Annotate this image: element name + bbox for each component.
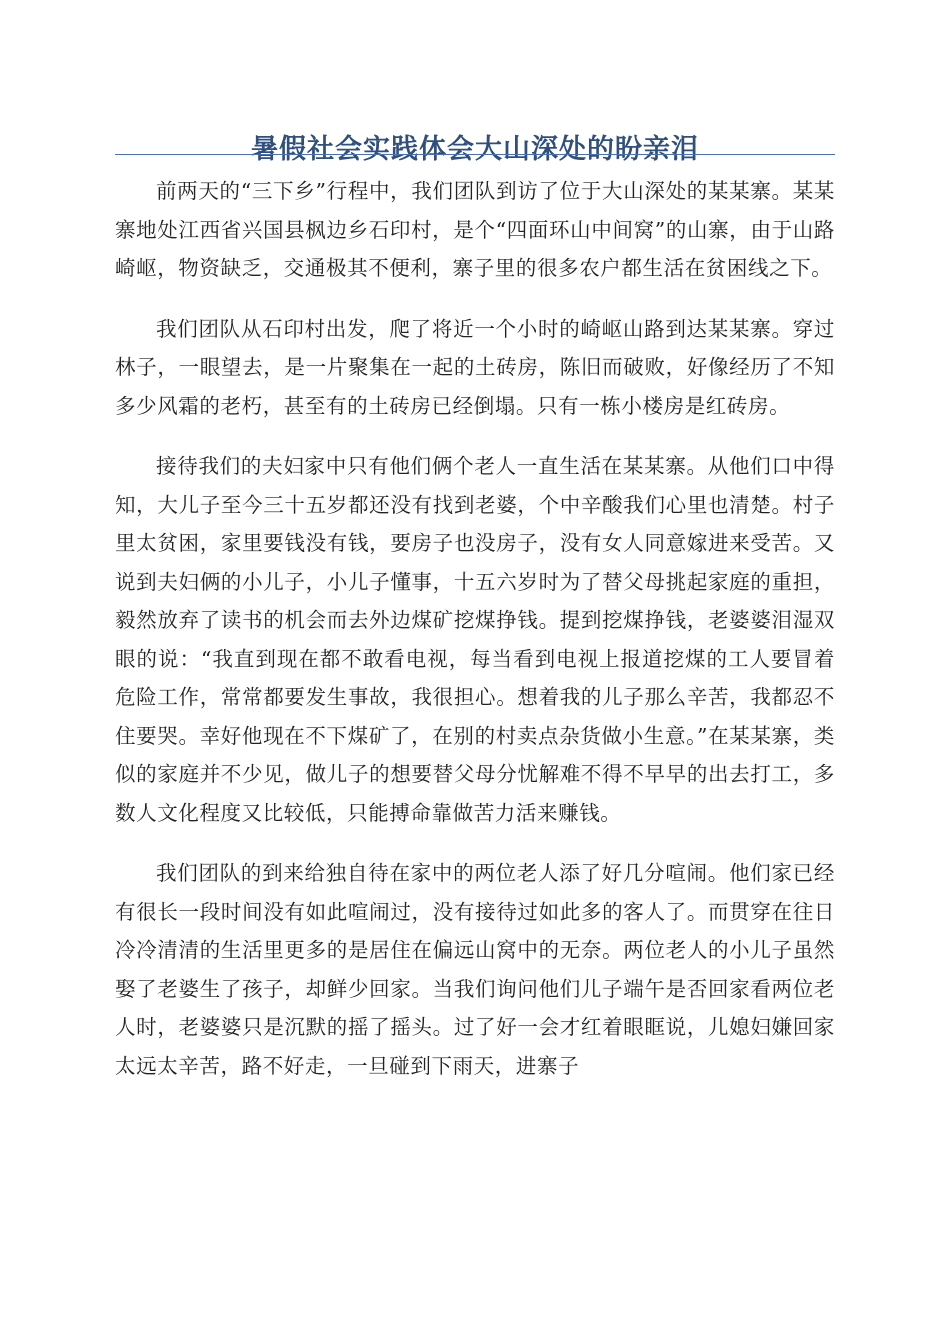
paragraph-2: 我们团队从石印村出发，爬了将近一个小时的崎岖山路到达某某寨。穿过林子，一眼望去，是一片聚集在一起的土砖房，陈旧而破败，好像经历了不知多少风霜的老朽，甚至有的土砖房已经倒塌。只有一栋小楼房是红砖房。 <box>115 316 835 418</box>
paragraph-1: 前两天的“三下乡”行程中，我们团队到访了位于大山深处的某某寨。某某寨地处江西省兴国县枫边乡石印村，是个“四面环山中间窝”的山寨，由于山路崎岖，物资缺乏，交通极其不便利，寨子里的很多农户都生活在贫困线之下。 <box>115 179 835 280</box>
paragraph-4: 我们团队的到来给独自待在家中的两位老人添了好几分喧闹。他们家已经有很长一段时间没有如此喧闹过，没有接待过如此多的客人了。而贯穿在往日冷冷清清的生活里更多的是居住在偏远山窝中的无奈。两位老人的小儿子虽然娶了老婆生了孩子，却鲜少回家。当我们询问他们儿子端午是否回家看两位老人时，老婆婆只是沉默的摇了摇头。过了好一会才红着眼眶说，儿媳妇嫌回家太远太辛苦，路不好走，一旦碰到下雨天，进寨子 <box>115 861 835 1078</box>
paragraph-3: 接待我们的夫妇家中只有他们俩个老人一直生活在某某寨。从他们口中得知，大儿子至今三十五岁都还没有找到老婆，个中辛酸我们心里也清楚。村子里太贫困，家里要钱没有钱，要房子也没房子，没有女人同意嫁进来受苦。又说到夫妇俩的小儿子，小儿子懂事，十五六岁时为了替父母挑起家庭的重担，毅然放弃了读书的机会而去外边煤矿挖煤挣钱。提到挖煤挣钱，老婆婆泪湿双眼的说：“我直到现在都不敢看电视，每当看到电视上报道挖煤的工人要冒着危险工作，常常都要发生事故，我很担心。想着我的儿子那么辛苦，我都忍不住要哭。幸好他现在不下煤矿了，在别的村卖点杂货做小生意。”在某某寨，类似的家庭并不少见，做儿子的想要替父母分忧解难不得不早早的出去打工，多数人文化程度又比较低，只能搏命靠做苦力活来赚钱。 <box>115 454 835 825</box>
document-body <box>115 172 835 1107</box>
title-underline <box>115 154 835 155</box>
document-title: 暑假社会实践体会大山深处的盼亲泪 <box>251 134 699 166</box>
